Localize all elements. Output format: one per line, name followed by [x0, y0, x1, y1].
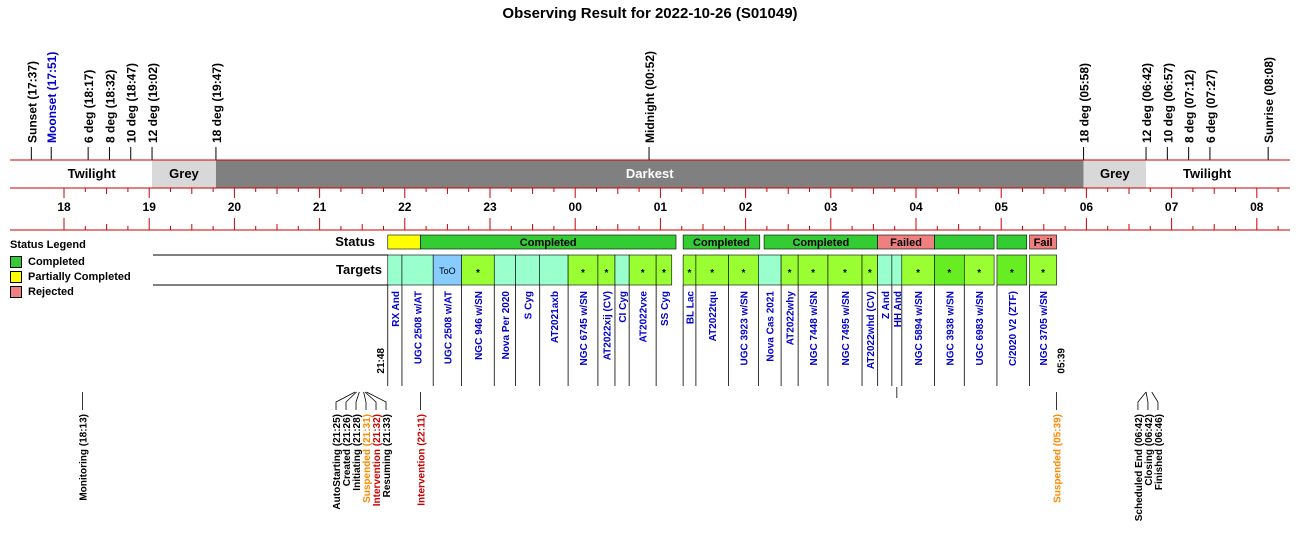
status-segment-label: Fail	[1033, 237, 1053, 249]
event-label: Finished (06:46)	[1153, 414, 1165, 491]
sun-event-label: 10 deg (18:47)	[124, 62, 139, 143]
target-name-label: BL Lac	[685, 291, 697, 325]
hour-label: 01	[653, 200, 668, 214]
hour-label: 05	[994, 200, 1008, 214]
target-block	[388, 255, 402, 285]
hour-label: 03	[824, 200, 838, 214]
event-label: Intervention (22:11)	[416, 414, 428, 506]
target-name-label: HH And	[892, 291, 904, 328]
legend-title: Status Legend	[10, 239, 86, 251]
target-mark: *	[977, 268, 982, 279]
target-name-label: AT2022whd (CV)	[865, 291, 877, 370]
event-label: Initiating (21:28)	[352, 414, 364, 491]
target-name-label: NGC 6745 w/SN	[579, 291, 591, 366]
hour-label: 08	[1250, 200, 1264, 214]
band-label: Twilight	[1183, 166, 1232, 181]
target-name-label: NGC 5894 w/SN	[914, 291, 926, 366]
target-name-label: AT2022vxe	[638, 291, 650, 343]
hour-label: 02	[738, 200, 753, 214]
status-row-label: Status	[335, 234, 375, 249]
status-segment	[934, 235, 994, 249]
hour-label: 20	[227, 200, 242, 214]
target-name-label: NGC 3705 w/SN	[1039, 291, 1051, 366]
band-label: Grey	[1099, 166, 1130, 181]
target-block	[540, 255, 568, 285]
hour-label: 00	[568, 200, 582, 214]
event-label: AutoStarting (21:25)	[332, 414, 344, 510]
target-name-label: UGC 2508 w/AT	[413, 291, 425, 365]
legend-item-completed	[10, 256, 85, 268]
event-pointer	[1138, 392, 1146, 410]
target-mark: *	[710, 268, 715, 279]
target-name-label: UGC 3923 w/SN	[739, 291, 751, 366]
target-name-label: SS Cyg	[659, 291, 671, 327]
target-mark: *	[741, 268, 746, 279]
target-name-label: Nova Per 2020	[500, 291, 512, 360]
target-mark: *	[687, 268, 692, 279]
event-label: Resuming (21:33)	[382, 414, 394, 498]
target-name-label: NGC 946 w/SN	[473, 291, 485, 360]
hour-label: 19	[142, 200, 156, 214]
target-name-label: AT2022xij (CV)	[602, 291, 614, 361]
sun-event-label: 8 deg (07:12)	[1182, 69, 1197, 143]
event-label: Intervention (21:32)	[372, 414, 384, 507]
legend-swatch-completed	[10, 256, 22, 268]
sun-event-label: 10 deg (06:57)	[1161, 62, 1176, 143]
target-mark: *	[843, 268, 847, 279]
target-block	[758, 255, 781, 285]
start-time-label: 21:48	[375, 348, 387, 374]
status-segment-label: Failed	[890, 237, 922, 249]
target-name-label: AT2022why	[785, 291, 797, 346]
sun-event-label: Moonset (17:51)	[45, 51, 60, 143]
target-block	[494, 255, 515, 285]
legend-label: Partially Completed	[28, 271, 131, 283]
band-label: Darkest	[625, 166, 674, 181]
target-name-label: Nova Cas 2021	[765, 291, 777, 362]
target-name-label: C/2020 V2 (ZTF)	[1007, 291, 1019, 367]
sun-event-label: 8 deg (18:32)	[103, 69, 118, 143]
target-name-label: RX And	[390, 291, 402, 327]
target-mark: *	[475, 268, 480, 279]
hour-label: 18	[57, 200, 71, 214]
hour-label: 21	[312, 200, 327, 214]
hour-label: 04	[909, 200, 923, 214]
target-block	[892, 255, 902, 285]
target-mark: *	[604, 268, 609, 279]
chart-title: Observing Result for 2022-10-26 (S01049)	[502, 5, 798, 22]
target-block	[402, 255, 433, 285]
target-mark: *	[916, 268, 921, 279]
legend-item-partial	[10, 271, 131, 283]
event-pointer	[1146, 392, 1148, 410]
status-segment-label: Completed	[519, 237, 577, 249]
event-pointer	[1152, 392, 1158, 410]
legend-swatch-partial	[10, 271, 22, 283]
target-mark: *	[1009, 268, 1014, 279]
target-name-label: AT2021axb	[549, 291, 561, 344]
sun-event-label: 12 deg (06:42)	[1140, 62, 1155, 143]
target-block	[615, 255, 629, 285]
event-label: Scheduled End (06:42)	[1133, 414, 1145, 522]
event-label: Created (21:26)	[342, 414, 354, 487]
target-mark: *	[1041, 268, 1046, 279]
event-label: Monitoring (18:13)	[78, 414, 90, 501]
sun-event-label: 12 deg (19:02)	[146, 62, 161, 143]
sun-event-label: Sunrise (08:08)	[1262, 56, 1277, 143]
hour-label: 22	[398, 200, 412, 214]
target-name-label: AT2022tqu	[708, 291, 720, 342]
event-pointer	[346, 392, 357, 410]
legend-item-rejected	[10, 286, 74, 298]
status-segment-label: Completed	[693, 237, 750, 249]
legend-label: Completed	[28, 256, 85, 268]
legend-label: Rejected	[28, 286, 74, 298]
hour-label: 23	[483, 200, 497, 214]
target-mark: *	[787, 268, 792, 279]
band-label: Twilight	[67, 166, 116, 181]
hour-label: 07	[1164, 200, 1179, 214]
event-pointer	[336, 392, 355, 410]
target-name-label: UGC 2508 w/AT	[443, 291, 455, 365]
sun-event-label: Sunset (17:37)	[25, 60, 40, 144]
event-label: Closing (06:42)	[1143, 414, 1155, 486]
sun-event-label: Midnight (00:52)	[643, 51, 658, 143]
target-name-label: NGC 7448 w/SN	[809, 291, 821, 366]
status-segment	[997, 235, 1027, 249]
targets-row-label: Targets	[336, 262, 382, 277]
event-label: Suspended (05:39)	[1052, 414, 1064, 503]
target-name-label: S Cyg	[523, 291, 535, 320]
target-name-label: Z And	[880, 291, 892, 319]
status-segment	[388, 235, 421, 249]
event-pointer	[356, 392, 359, 410]
status-segment-label: Completed	[792, 237, 850, 249]
band-label: Grey	[169, 166, 199, 181]
target-name-label: NGC 3938 w/SN	[945, 291, 957, 366]
target-name-label: NGC 7495 w/SN	[841, 291, 852, 366]
legend-swatch-rejected	[10, 286, 22, 298]
sun-event-label: 18 deg (19:47)	[209, 62, 224, 143]
end-time-label: 05:39	[1056, 348, 1068, 374]
target-mark: *	[661, 268, 666, 279]
target-block	[878, 255, 892, 285]
sun-event-label: 6 deg (07:27)	[1203, 69, 1218, 143]
target-mark: *	[581, 268, 585, 279]
target-mark: *	[811, 268, 816, 279]
target-mark: *	[947, 268, 952, 279]
sun-event-label: 6 deg (18:17)	[82, 69, 97, 143]
target-block	[516, 255, 540, 285]
event-label: Suspended (21:31)	[362, 414, 374, 503]
target-too-mark: ToO	[439, 266, 456, 276]
event-pointer	[364, 392, 366, 410]
event-pointer	[365, 392, 376, 410]
sun-event-label: 18 deg (05:58)	[1077, 62, 1092, 143]
target-mark: *	[640, 268, 645, 279]
target-name-label: UGC 6983 w/SN	[975, 290, 987, 366]
hour-label: 06	[1079, 200, 1094, 214]
target-mark: *	[867, 268, 872, 279]
target-name-label: CI Cyg	[618, 291, 630, 323]
